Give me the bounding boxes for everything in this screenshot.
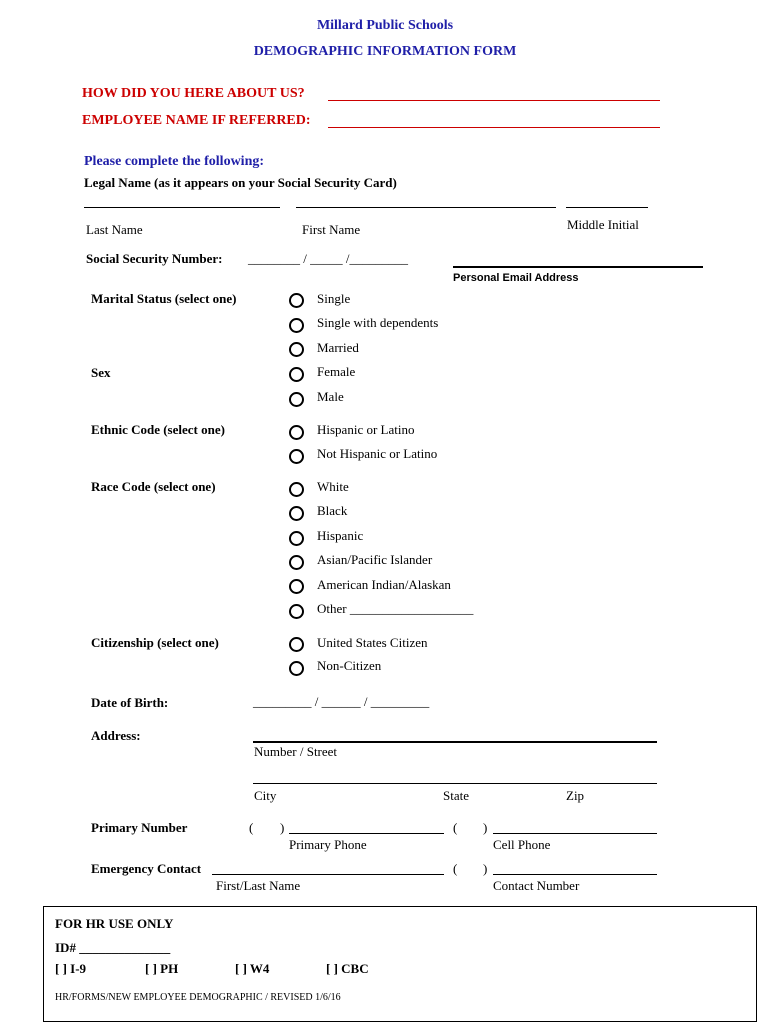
hr-use-box bbox=[43, 906, 757, 1022]
state-caption: State bbox=[443, 788, 469, 803]
citizenship-non-radio[interactable] bbox=[289, 661, 304, 676]
marital-option: Single with dependents bbox=[317, 315, 439, 330]
sex-option: Female bbox=[317, 364, 356, 379]
citizenship-option: Non-Citizen bbox=[317, 658, 382, 673]
legal-name-label: Legal Name (as it appears on your Social Security Card) bbox=[84, 175, 397, 190]
race-american-indian-radio[interactable] bbox=[289, 579, 304, 594]
email-caption: Personal Email Address bbox=[453, 272, 579, 284]
first-name-caption: First Name bbox=[302, 222, 361, 237]
middle-initial-caption: Middle Initial bbox=[567, 217, 639, 232]
ethnic-option: Not Hispanic or Latino bbox=[317, 446, 438, 461]
sex-female-radio[interactable] bbox=[289, 367, 304, 382]
hr-title: FOR HR USE ONLY bbox=[55, 916, 174, 931]
race-other-radio[interactable] bbox=[289, 604, 304, 619]
how-heard-text: HOW DID YOU HERE ABOUT US? bbox=[82, 86, 305, 101]
hr-check-ph[interactable]: [ ] PH bbox=[145, 961, 179, 976]
race-option: Other ___________________ bbox=[317, 601, 474, 616]
ethnic-label: Ethnic Code (select one) bbox=[91, 422, 225, 437]
ethnic-option: Hispanic or Latino bbox=[317, 422, 415, 437]
hr-id[interactable]: ID# ______________ bbox=[55, 940, 171, 955]
referred-label: EMPLOYEE NAME IF REFERRED: bbox=[82, 113, 311, 128]
hr-check-w4[interactable]: [ ] W4 bbox=[235, 961, 270, 976]
race-white-radio[interactable] bbox=[289, 482, 304, 497]
how-heard-label bbox=[82, 86, 305, 102]
primary-number-label: Primary Number bbox=[91, 820, 188, 835]
citizenship-label: Citizenship (select one) bbox=[91, 635, 219, 650]
race-hispanic-radio[interactable] bbox=[289, 531, 304, 546]
race-black-radio[interactable] bbox=[289, 506, 304, 521]
marital-single-dependents-radio[interactable] bbox=[289, 318, 304, 333]
primary-paren-close: ) bbox=[280, 820, 285, 835]
ethnic-hispanic-radio[interactable] bbox=[289, 425, 304, 440]
sex-option: Male bbox=[317, 389, 344, 404]
hr-footer: HR/FORMS/NEW EMPLOYEE DEMOGRAPHIC / REVISED 1/6/16 bbox=[55, 992, 341, 1003]
form-title: DEMOGRAPHIC INFORMATION FORM bbox=[253, 44, 517, 59]
emergency-name-caption: First/Last Name bbox=[216, 878, 301, 893]
race-asian-radio[interactable] bbox=[289, 555, 304, 570]
cell-phone-caption: Cell Phone bbox=[493, 837, 551, 852]
marital-single-radio[interactable] bbox=[289, 293, 304, 308]
cell-phone-field[interactable] bbox=[493, 833, 657, 834]
instructions: Please complete the following: bbox=[84, 154, 265, 169]
emergency-number-field[interactable] bbox=[493, 874, 657, 875]
emergency-paren-open: ( bbox=[453, 861, 458, 876]
dob-field[interactable]: _________ / ______ / _________ bbox=[253, 694, 430, 709]
primary-paren-open: ( bbox=[249, 820, 254, 835]
marital-option: Single bbox=[317, 291, 351, 306]
last-name-caption: Last Name bbox=[86, 222, 143, 237]
primary-phone-caption: Primary Phone bbox=[289, 837, 367, 852]
dob-label: Date of Birth: bbox=[91, 695, 169, 710]
last-name-field[interactable] bbox=[84, 207, 280, 208]
city-caption: City bbox=[254, 788, 277, 803]
street-field[interactable] bbox=[253, 741, 657, 743]
marital-married-radio[interactable] bbox=[289, 342, 304, 357]
hr-check-i9[interactable]: [ ] I-9 bbox=[55, 961, 87, 976]
emergency-label: Emergency Contact bbox=[91, 861, 202, 876]
ethnic-not-hispanic-radio[interactable] bbox=[289, 449, 304, 464]
emergency-number-caption: Contact Number bbox=[493, 878, 580, 893]
cell-paren-close: ) bbox=[483, 820, 488, 835]
hr-check-cbc[interactable]: [ ] CBC bbox=[326, 961, 369, 976]
ssn-field[interactable]: ________ / _____ /_________ bbox=[248, 251, 408, 266]
race-option: Black bbox=[317, 503, 348, 518]
race-label: Race Code (select one) bbox=[91, 479, 216, 494]
referred-field[interactable] bbox=[328, 127, 660, 128]
email-field[interactable] bbox=[453, 266, 703, 268]
race-option: Hispanic bbox=[317, 528, 364, 543]
marital-label: Marital Status (select one) bbox=[91, 291, 237, 306]
how-heard-field[interactable] bbox=[328, 100, 660, 101]
primary-phone-field[interactable] bbox=[289, 833, 444, 834]
middle-initial-field[interactable] bbox=[566, 207, 648, 208]
race-option: Asian/Pacific Islander bbox=[317, 552, 433, 567]
street-caption: Number / Street bbox=[254, 744, 338, 759]
cell-paren-open: ( bbox=[453, 820, 458, 835]
ssn-label: Social Security Number: bbox=[86, 251, 223, 266]
marital-option: Married bbox=[317, 340, 359, 355]
zip-caption: Zip bbox=[566, 788, 585, 803]
sex-label: Sex bbox=[91, 365, 111, 380]
address-label: Address: bbox=[91, 728, 141, 743]
emergency-paren-close: ) bbox=[483, 861, 488, 876]
city-state-zip-field[interactable] bbox=[253, 783, 657, 784]
race-option: White bbox=[317, 479, 349, 494]
race-option: American Indian/Alaskan bbox=[317, 577, 451, 592]
first-name-field[interactable] bbox=[296, 207, 556, 208]
citizenship-option: United States Citizen bbox=[317, 635, 428, 650]
citizenship-us-radio[interactable] bbox=[289, 637, 304, 652]
emergency-name-field[interactable] bbox=[212, 874, 444, 875]
org-name: Millard Public Schools bbox=[316, 18, 454, 33]
sex-male-radio[interactable] bbox=[289, 392, 304, 407]
